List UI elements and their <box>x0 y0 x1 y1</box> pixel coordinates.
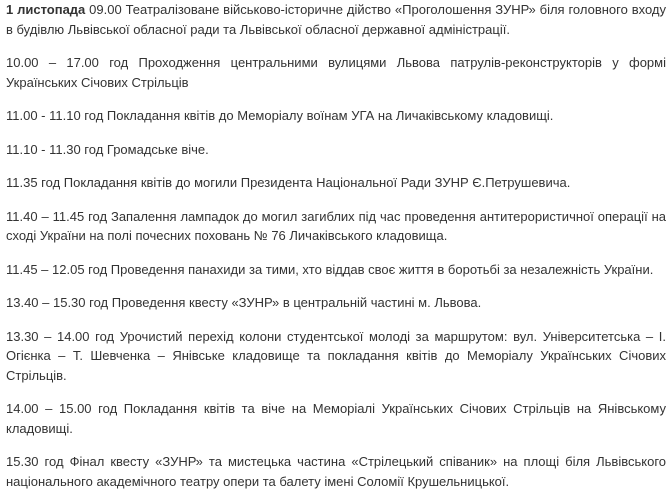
schedule-item-8: 13.40 – 15.30 год Проведення квесту «ЗУНР» в центральній частині м. Львова. <box>6 295 482 310</box>
schedule-item-text: 09.00 Театралізоване військово-історичне дійство «Проголошення ЗУНР» біля головного входу в будівлю Львівської обласної ради та Львівської обласної державної адміністрації. <box>6 2 666 37</box>
schedule-item-1 <box>6 0 666 39</box>
date-heading: 1 листопада <box>6 2 86 17</box>
schedule-item-5: 11.35 год Покладання квітів до могили Президента Національної Ради ЗУНР Є.Петрушевича. <box>6 175 571 190</box>
schedule-item-11: 15.30 год Фінал квесту «ЗУНР» та мистецька частина «Стрілецький співаник» на площі біля Львівського національного академічного театру опери та балету імені Соломії Крушельницької. <box>6 454 666 489</box>
schedule-item-3: 11.00 - 11.10 год Покладання квітів до Меморіалу воїнам УГА на Личаківському кладовищі. <box>6 108 554 123</box>
schedule-item-4: 11.10 - 11.30 год Громадське віче. <box>6 141 209 157</box>
schedule-item-6: 11.40 – 11.45 год Запалення лампадок до могил загиблих під час проведення антитерористичної операції на сході України на полі почесних поховань № 76 Личаківського кладовища. <box>6 208 666 243</box>
schedule-item-9: 13.30 – 14.00 год Урочистий перехід колони студентської молоді за маршрутом: вул. Університетська – І. Огієнка – Т. Шевченка – Янівське кладовище та покладання квітів до Меморіалу Українських Січових Стрільців. <box>6 328 666 383</box>
schedule-item-7: 11.45 – 12.05 год Проведення панахиди за тими, хто віддав своє життя в боротьбі за незалежність України. <box>6 261 654 277</box>
schedule-item-10: 14.00 – 15.00 год Покладання квітів та віче на Меморіалі Українських Січових Стрільців на Янівському кладовищі. <box>6 401 666 436</box>
schedule-item-2: 10.00 – 17.00 год Проходження центральними вулицями Львова патрулів-реконструкторів у формі Українських Січових Стрільців <box>6 55 666 90</box>
